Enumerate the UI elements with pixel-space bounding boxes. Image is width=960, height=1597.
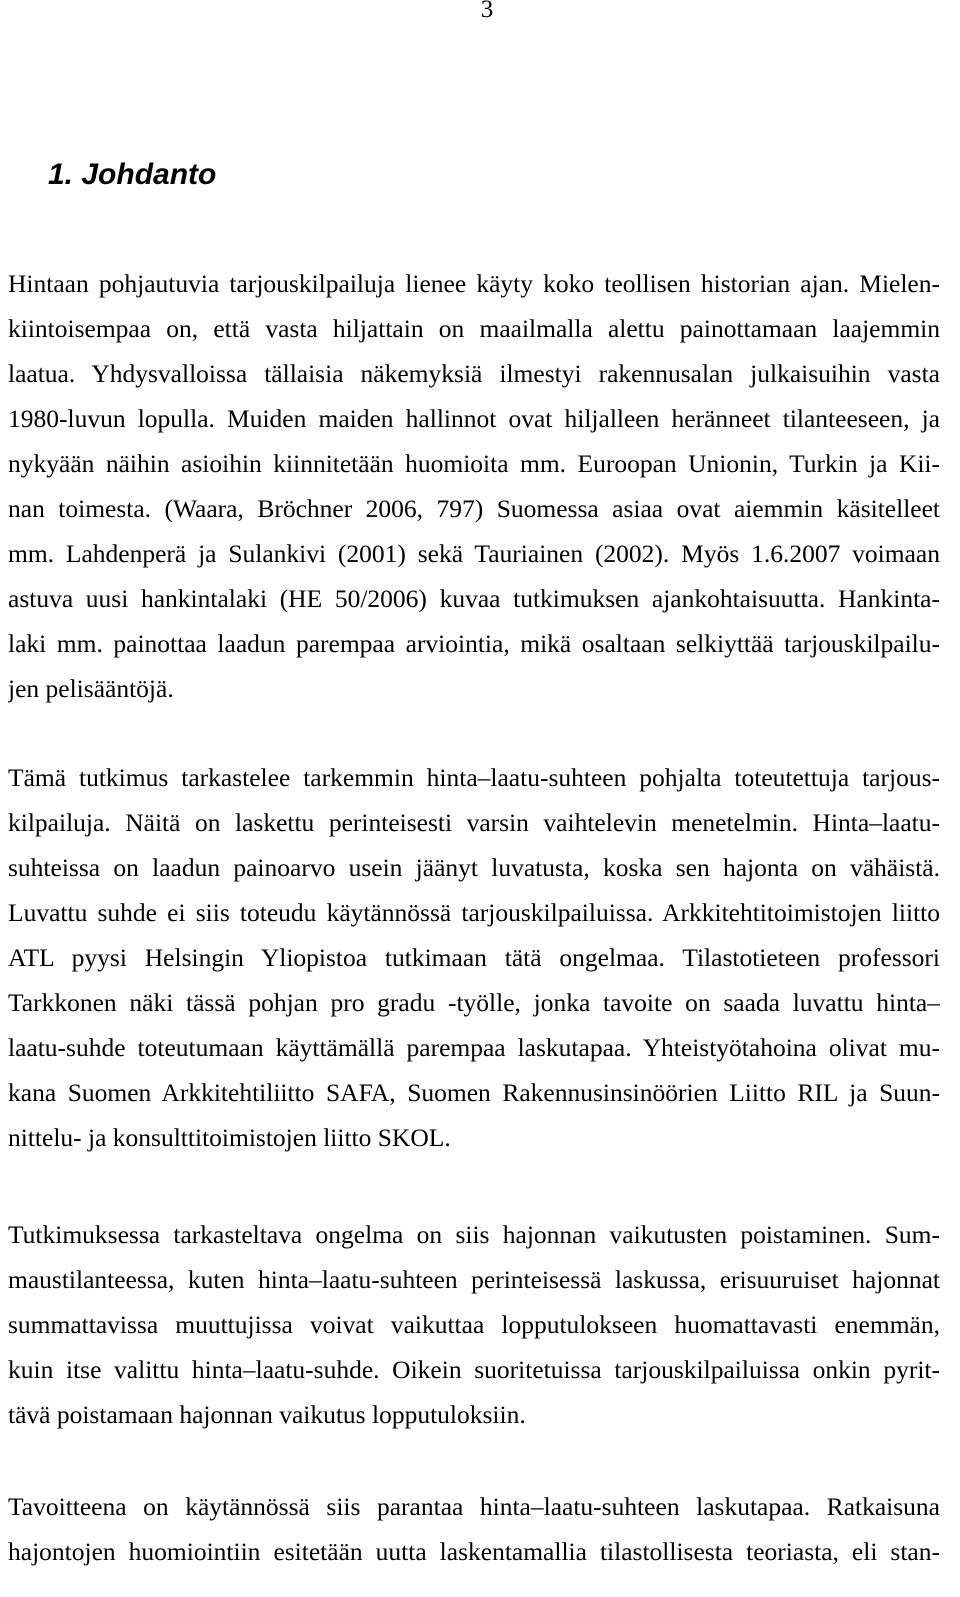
text-line: Tämä tutkimus tarkastelee tarkemmin hinta–laatu-suhteen pohjalta toteutettuja tarjous-	[8, 763, 940, 792]
text-line: kana Suomen Arkkitehtiliitto SAFA, Suomen Rakennusinsinöörien Liitto RIL ja Suun-	[8, 1078, 940, 1107]
text-line: Tutkimuksessa tarkasteltava ongelma on siis hajonnan vaikutusten poistaminen. Sum-	[8, 1220, 940, 1249]
text-line: mm. Lahdenperä ja Sulankivi (2001) sekä Tauriainen (2002). Myös 1.6.2007 voimaan	[8, 539, 940, 568]
text-line: laatu-suhde toteutumaan käyttämällä parempaa laskutapaa. Yhteistyötahoina olivat mu-	[8, 1033, 940, 1062]
text-line: kilpailuja. Näitä on laskettu perinteisesti varsin vaihtelevin menetelmin. Hinta–laatu-	[8, 808, 940, 837]
page-number: 3	[480, 0, 494, 23]
text-line: laatua. Yhdysvalloissa tällaisia näkemyksiä ilmestyi rakennusalan julkaisuihin vasta	[8, 359, 940, 388]
text-line: maustilanteessa, kuten hinta–laatu-suhteen perinteisessä laskussa, erisuuruiset hajonnat	[8, 1265, 940, 1294]
text-line: kuin itse valittu hinta–laatu-suhde. Oikein suoritetuissa tarjouskilpailuissa onkin pyrit-	[8, 1355, 940, 1384]
text-line: ATL pyysi Helsingin Yliopistoa tutkimaan tätä ongelmaa. Tilastotieteen professori	[8, 943, 940, 972]
text-line: nykyään näihin asioihin kiinnitetään huomioita mm. Euroopan Unionin, Turkin ja Kii-	[8, 449, 940, 478]
text-line: hajontojen huomiointiin esitetään uutta laskentamallia tilastollisesta teoriasta, eli stan-	[8, 1537, 940, 1566]
text-line: Tarkkonen näki tässä pohjan pro gradu -työlle, jonka tavoite on saada luvattu hinta–	[8, 988, 940, 1017]
text-line: Luvattu suhde ei siis toteudu käytännössä tarjouskilpailuissa. Arkkitehtitoimistojen liitto	[8, 898, 940, 927]
text-line: suhteissa on laadun painoarvo usein jäänyt luvatusta, koska sen hajonta on vähäistä.	[8, 853, 940, 882]
text-line: nan toimesta. (Waara, Bröchner 2006, 797) Suomessa asiaa ovat aiemmin käsitelleet	[8, 494, 940, 523]
text-line: astuva uusi hankintalaki (HE 50/2006) kuvaa tutkimuksen ajankohtaisuutta. Hankinta-	[8, 584, 940, 613]
text-line: Hintaan pohjautuvia tarjouskilpailuja lienee käyty koko teollisen historian ajan. Mielen-	[8, 269, 940, 298]
text-line: 1980-luvun lopulla. Muiden maiden hallinnot ovat hiljalleen heränneet tilanteeseen, ja	[8, 404, 940, 433]
text-line: Tavoitteena on käytännössä siis parantaa hinta–laatu-suhteen laskutapaa. Ratkaisuna	[8, 1492, 940, 1521]
paragraph-3	[8, 1212, 940, 1437]
paragraph-2	[8, 755, 940, 1160]
text-line: kiintoisempaa on, että vasta hiljattain on maailmalla alettu painottamaan laajemmin	[8, 314, 940, 343]
paragraph-4	[8, 1484, 940, 1574]
text-line: nittelu- ja konsulttitoimistojen liitto SKOL.	[8, 1123, 451, 1152]
section-heading: 1. Johdanto	[48, 158, 217, 191]
text-line: tävä poistamaan hajonnan vaikutus lopputuloksiin.	[8, 1400, 526, 1429]
paragraph-1	[8, 261, 940, 711]
text-line: laki mm. painottaa laadun parempaa arviointia, mikä osaltaan selkiyttää tarjouskilpailu-	[8, 629, 940, 658]
text-line: summattavissa muuttujissa voivat vaikuttaa lopputulokseen huomattavasti enemmän,	[8, 1310, 940, 1339]
text-line: jen pelisääntöjä.	[8, 674, 174, 703]
